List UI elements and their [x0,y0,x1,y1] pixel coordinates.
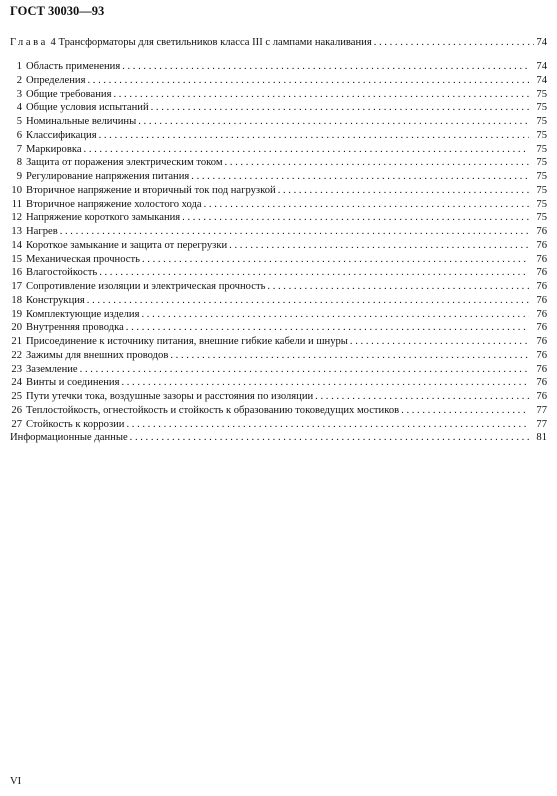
dot-leader [278,184,529,198]
toc-entry-page: 75 [536,102,547,114]
toc-entry-title: Общие условия испытаний [26,102,149,114]
toc-entry [10,225,547,239]
toc-entry [10,308,547,322]
toc-entry-title: Влагостойкость [26,267,98,279]
toc-entry-title: Стойкость к коррозии [26,418,125,430]
toc-entry [10,266,547,280]
toc-entry-page: 77 [536,418,547,430]
toc-entry-number: 11 [11,198,22,210]
toc-entry-number: 1 [16,61,22,72]
toc-entry-number: 8 [16,157,22,169]
dot-leader [130,431,529,445]
toc-entry-title: Номинальные величины [26,116,137,127]
toc-entry-title: Заземление [26,363,78,375]
toc-entry-title: Внутренняя проводка [26,322,124,334]
toc-entry-page: 76 [536,363,547,375]
chapter-label: Глава [10,37,48,48]
toc-entry-number: 19 [11,308,22,320]
dot-leader [191,170,529,184]
toc-entry [10,143,547,157]
toc-entry-title: Винты и соединения [26,377,120,389]
toc-entry-title: Конструкция [26,294,85,306]
toc-entry-title: Маркировка [26,143,82,155]
toc-entry [10,184,547,198]
toc-entry-page: 75 [536,157,547,169]
toc-entry-title: Вторичное напряжение холостого хода [26,198,202,210]
toc-entry-number: 10 [11,184,22,196]
dot-leader [151,101,529,115]
toc-entry-page: 76 [536,349,547,361]
toc-entry-page: 76 [536,239,547,251]
toc-entry-page: 76 [536,308,547,320]
dot-leader [99,266,529,280]
toc-entry [10,101,547,115]
table-of-contents [10,60,547,445]
dot-leader [229,239,529,253]
toc-entry-page: 76 [536,281,547,292]
dot-leader [138,115,529,129]
toc-entry-number: 17 [11,281,22,292]
toc-entry-page: 76 [536,294,547,306]
chapter-number: 4 [50,37,56,48]
toc-entry-title: Напряжение короткого замыкания [26,212,181,224]
toc-entry [10,349,547,363]
toc-entry-number: 14 [11,239,22,251]
toc-entry-title: Короткое замыкание и защита от перегрузки [26,239,228,251]
dot-leader [170,349,529,363]
toc-entry [10,211,547,225]
toc-entry-number: 6 [16,129,22,141]
toc-entry [10,294,547,308]
toc-entry-title: Вторичное напряжение и вторичный ток под нагрузкой [26,184,276,196]
toc-entry-title: Область применения [26,61,121,72]
toc-entry-number: 13 [11,226,22,237]
toc-entry [10,280,547,294]
dot-leader [225,156,529,170]
toc-entry-number: 2 [16,74,22,86]
dot-leader [141,308,529,322]
toc-entry [10,418,547,432]
toc-entry [10,321,547,335]
dot-leader [87,294,529,308]
toc-entry-number: 18 [11,294,22,306]
toc-entry [10,198,547,212]
dot-leader [126,321,529,335]
toc-entry [10,431,547,445]
toc-entry-number: 27 [11,418,22,430]
toc-entry-page: 75 [536,88,547,100]
toc-entry-number: 15 [11,253,22,265]
toc-entry [10,115,547,129]
toc-entry-page: 76 [536,391,547,402]
toc-entry-page: 76 [536,377,547,389]
toc-entry [10,60,547,74]
toc-entry-page: 75 [536,116,547,127]
dot-leader [267,280,529,294]
toc-entry-title: Механическая прочность [26,253,140,265]
toc-entry [10,129,547,143]
dot-leader [87,74,529,88]
toc-entry [10,239,547,253]
toc-entry-title: Защита от поражения электрическим током [26,157,223,169]
toc-entry-page: 76 [536,336,547,347]
toc-entry-number: 25 [11,391,22,402]
toc-entry [10,156,547,170]
toc-entry-page: 76 [536,322,547,334]
toc-entry [10,88,547,102]
toc-entry-title: Информационные данные [10,432,128,444]
chapter-heading [10,36,547,49]
toc-entry-page: 75 [536,184,547,196]
toc-entry-page: 76 [536,226,547,237]
dot-leader [401,404,529,418]
toc-entry-title: Классификация [26,129,97,141]
toc-entry [10,376,547,390]
dot-leader [80,363,529,377]
dot-leader [350,335,529,349]
toc-entry-page: 75 [536,129,547,141]
toc-entry-number: 22 [11,349,22,361]
toc-entry-number: 12 [11,212,22,224]
toc-entry-page: 74 [536,61,547,72]
toc-entry-page: 75 [536,212,547,224]
toc-entry-title: Регулирование напряжения питания [26,171,190,182]
toc-entry-title: Общие требования [26,88,112,100]
toc-entry-number: 4 [16,102,22,114]
chapter-page: 74 [536,37,547,48]
toc-entry [10,253,547,267]
chapter-title: Трансформаторы для светильников класса III с лампами накаливания [58,37,372,48]
toc-entry-title: Теплостойкость, огнестойкость и стойкость к образованию токоведущих мостиков [26,404,400,416]
toc-entry-number: 7 [16,143,22,155]
toc-entry-title: Присоединение к источнику питания, внешние гибкие кабели и шнуры [26,336,348,347]
toc-entry-number: 5 [16,116,22,127]
dot-leader [121,376,529,390]
dot-leader [182,211,529,225]
toc-entry-number: 16 [11,267,22,279]
toc-entry-title: Нагрев [26,226,58,237]
toc-entry-number: 20 [11,322,22,334]
toc-entry-number: 21 [11,336,22,347]
toc-entry [10,363,547,377]
dot-leader [122,60,529,74]
toc-entry-number: 26 [11,404,22,416]
dot-leader [99,129,529,143]
toc-entry [10,170,547,184]
toc-entry [10,390,547,404]
toc-entry-title: Комплектующие изделия [26,308,140,320]
toc-entry-page: 75 [536,198,547,210]
toc-entry-title: Зажимы для внешних проводов [26,349,169,361]
toc-entry-title: Пути утечки тока, воздушные зазоры и расстояния по изоляции [26,391,314,402]
toc-entry [10,404,547,418]
dot-leader [113,88,529,102]
toc-entry-title: Сопротивление изоляции и электрическая прочность [26,281,266,292]
toc-entry [10,335,547,349]
toc-entry-page: 75 [536,171,547,182]
toc-entry-number: 23 [11,363,22,375]
dot-leader [374,36,535,49]
dot-leader [204,198,529,212]
page-number: VI [10,776,22,787]
toc-entry-number: 9 [16,171,22,182]
toc-entry-page: 76 [536,267,547,279]
toc-entry-number: 3 [16,88,22,100]
toc-entry-title: Определения [26,74,86,86]
document-code: ГОСТ 30030—93 [10,4,105,18]
dot-leader [126,418,529,432]
dot-leader [84,143,529,157]
dot-leader [315,390,529,404]
toc-entry [10,74,547,88]
toc-entry-page: 75 [536,143,547,155]
toc-entry-page: 76 [536,253,547,265]
toc-entry-page: 74 [536,74,547,86]
toc-entry-page: 81 [536,432,547,444]
toc-entry-number: 24 [11,377,22,389]
dot-leader [60,225,529,239]
dot-leader [142,253,529,267]
toc-entry-page: 77 [536,404,547,416]
